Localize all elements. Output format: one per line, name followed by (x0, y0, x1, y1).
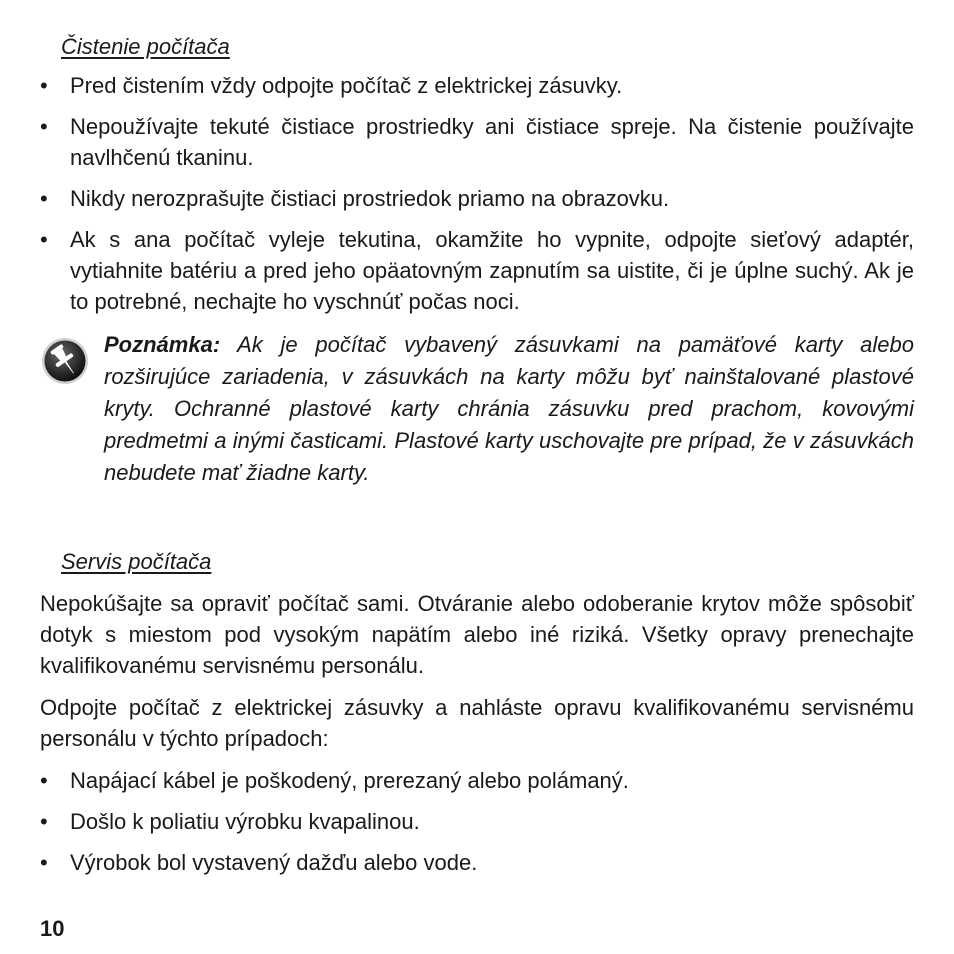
list-item-text: Došlo k poliatiu výrobku kvapalinou. (70, 809, 420, 834)
note-block (104, 329, 914, 489)
service-paragraph: Nepokúšajte sa opraviť počítač sami. Otváranie alebo odoberanie krytov môže spôsobiť dotyk s miestom pod vysokým napätím alebo iné riziká. Všetky opravy prenechajte kvalifikovanému servisnému personálu. (40, 591, 914, 678)
list-item-text: Nepoužívajte tekuté čistiace prostriedky ani čistiace spreje. Na čistenie používajte navlhčenú tkaninu. (70, 114, 914, 170)
list-item-text: Nikdy nerozprašujte čistiaci prostriedok priamo na obrazovku. (70, 186, 670, 211)
list-item (40, 183, 914, 214)
list-item-text: Napájací kábel je poškodený, prerezaný alebo polámaný. (70, 768, 629, 793)
bullet-marker: • (40, 809, 48, 834)
list-item (40, 765, 914, 796)
page-number: 10 (40, 916, 65, 941)
list-item-text: Pred čistením vždy odpojte počítač z elektrickej zásuvky. (70, 73, 623, 98)
service-bullet-list (40, 765, 914, 878)
note-text: Ak je počítač vybavený zásuvkami na pamäťové karty alebo rozširujúce zariadenia, v zásuvkách na karty môžu byť nainštalované plastové kryty. Ochranné plastové karty chránia zásuvku pred prachom, kovovými predmetmi a inými časticami. Plastové karty uschovajte pre prípad, že v zásuvkách nebudete mať žiadne karty. (104, 332, 915, 485)
list-item (40, 224, 914, 317)
note-label: Poznámka: (104, 332, 221, 357)
bullet-marker: • (40, 114, 48, 139)
bullet-marker: • (40, 73, 48, 98)
bullet-marker: • (40, 227, 48, 252)
list-item (40, 847, 914, 878)
list-item-text: Výrobok bol vystavený dažďu alebo vode. (70, 850, 478, 875)
list-item (40, 806, 914, 837)
service-paragraph: Odpojte počítač z elektrickej zásuvky a nahláste opravu kvalifikovanému servisnému personálu v týchto prípadoch: (40, 695, 914, 751)
list-item (40, 111, 914, 173)
cleaning-bullet-list (40, 70, 914, 317)
pushpin-icon (40, 336, 90, 386)
bullet-marker: • (40, 186, 48, 211)
bullet-marker: • (40, 850, 48, 875)
list-item-text: Ak s ana počítač vyleje tekutina, okamžite ho vypnite, odpojte sieťový adaptér, vytiahnite batériu a pred jeho opäatovným zapnutím sa uistite, či je úplne suchý. Ak je to potrebné, nechajte ho vyschnúť počas noci. (70, 227, 914, 314)
section-heading-cleaning: Čistenie počítača (61, 34, 230, 59)
section-heading-service: Servis počítača (61, 549, 212, 574)
list-item (40, 70, 914, 101)
bullet-marker: • (40, 768, 48, 793)
